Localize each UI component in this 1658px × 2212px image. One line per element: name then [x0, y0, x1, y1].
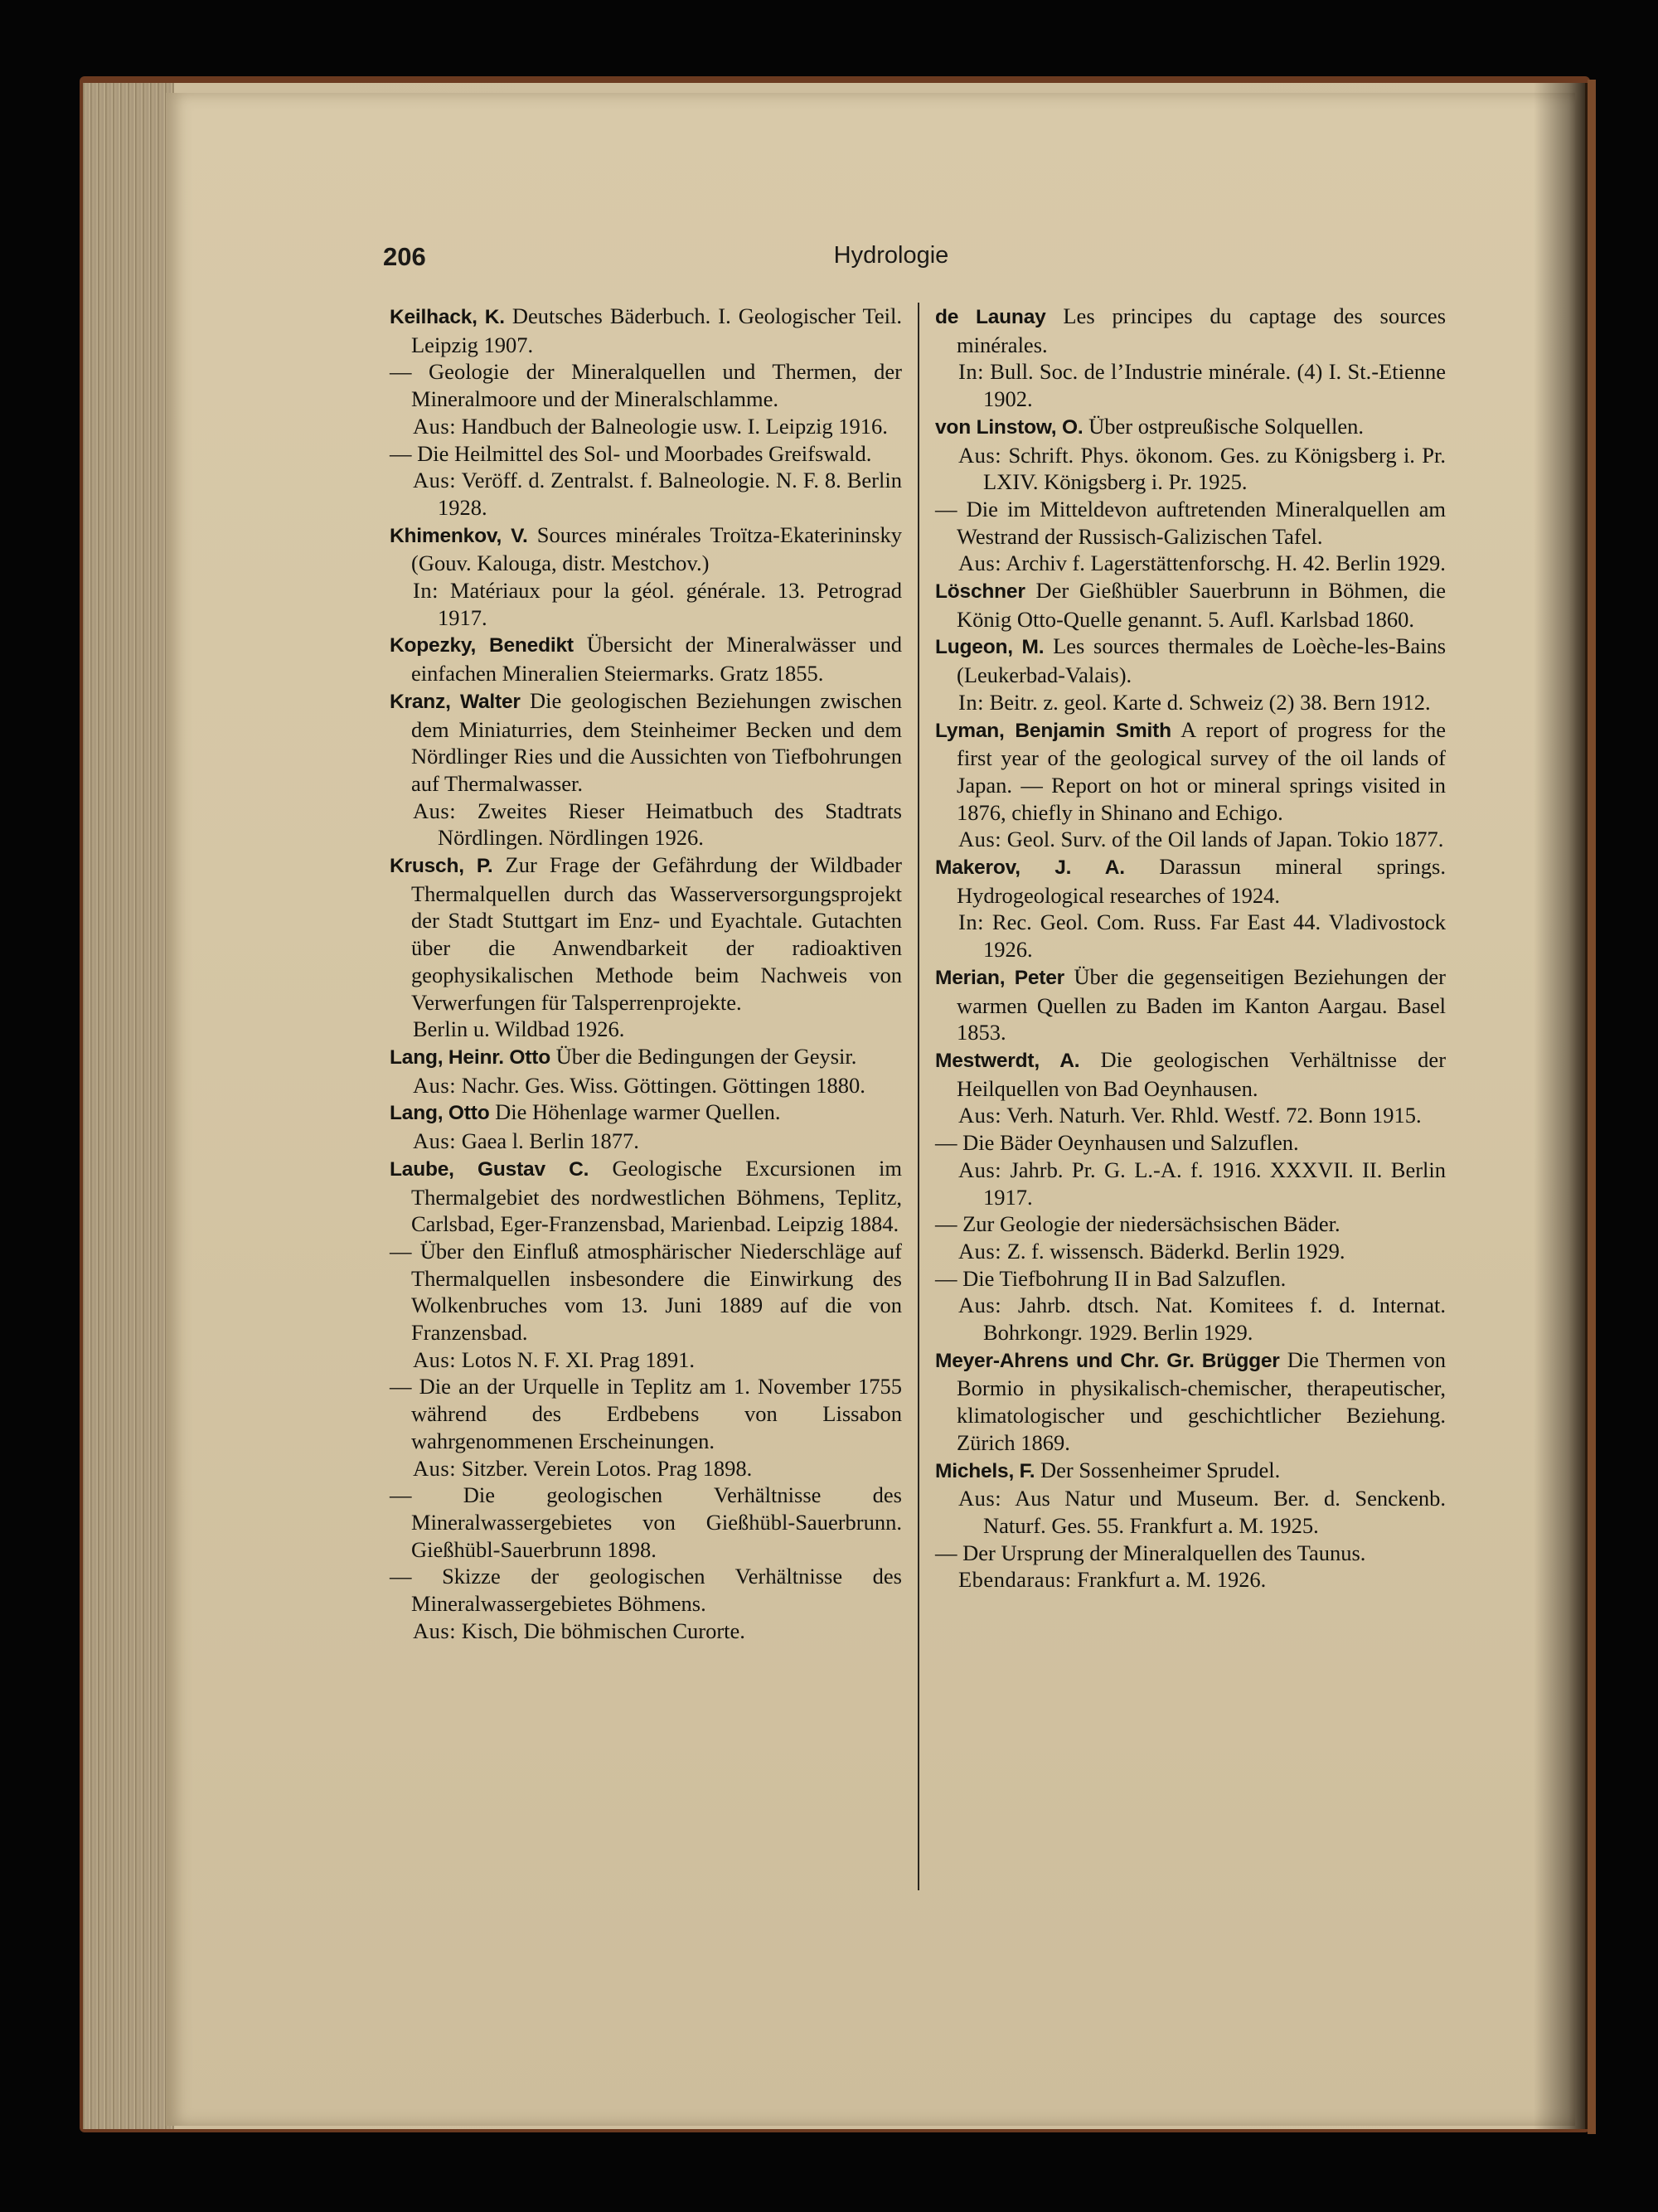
- entry-source-line: [935, 689, 1446, 716]
- entry-heading-line: [390, 1155, 902, 1238]
- source-label: In:: [413, 578, 439, 604]
- entry-author: Lyman, Benjamin Smith: [935, 719, 1171, 742]
- bibliography-entry: [390, 687, 902, 851]
- source-text: Z. f. wissensch. Bäderkd. Berlin 1929.: [1006, 1238, 1345, 1264]
- bibliography-entry: [935, 1457, 1446, 1594]
- continuation-title: — Der Ursprung der Mineralquellen des Taunus.: [935, 1540, 1366, 1565]
- entry-title: Der Gießhübler Sauerbrunn in Böhmen, die König Otto-Quelle genannt. 5. Aufl. Karlsbad 1860.: [957, 578, 1447, 632]
- bibliography-entry: [390, 851, 902, 1043]
- page-header: [383, 242, 1399, 275]
- bibliography-entry: [390, 1155, 902, 1645]
- source-label: Aus:: [958, 1157, 1002, 1182]
- entry-author: Lugeon, M.: [935, 636, 1045, 659]
- source-text: Rec. Geol. Com. Russ. Far East 44. Vladivostock 1926.: [983, 910, 1446, 963]
- entry-source-line: [390, 798, 902, 851]
- bibliography-entry: [390, 521, 902, 632]
- source-label: Aus:: [413, 798, 457, 823]
- source-text: Frankfurt a. M. 1926.: [1077, 1567, 1267, 1593]
- entry-heading-line: [935, 853, 1446, 909]
- entry-author: Mestwerdt, A.: [935, 1049, 1080, 1072]
- entry-heading-line: [390, 631, 902, 686]
- bibliography-entry: [390, 1043, 902, 1099]
- bibliography-entry: [935, 303, 1446, 413]
- entry-heading-line: [935, 303, 1446, 358]
- entry-source-line: [390, 467, 902, 521]
- entry-source-line: [935, 826, 1446, 853]
- entry-author: Laube, Gustav C.: [390, 1157, 589, 1181]
- entry-heading-line: [935, 633, 1446, 688]
- entry-author: Merian, Peter: [935, 966, 1064, 989]
- entry-source-line: [935, 1238, 1446, 1265]
- entry-author: Keilhack, K.: [390, 306, 505, 328]
- entry-source-line: [935, 1292, 1446, 1346]
- entry-heading-line: [935, 963, 1446, 1046]
- source-label: In:: [958, 910, 984, 935]
- source-text: Zweites Rieser Heimatbuch des Stadtrats Nördlingen. Nördlingen 1926.: [438, 798, 902, 851]
- entry-source-line: [390, 1128, 902, 1155]
- left-column: [390, 303, 902, 1644]
- source-text: Beitr. z. geol. Karte d. Schweiz (2) 38. Bern 1912.: [989, 689, 1431, 715]
- bibliography-entry: [390, 303, 902, 521]
- entry-title: Über die Bedingungen der Geysir.: [555, 1043, 857, 1069]
- bibliography-entry: [935, 577, 1446, 633]
- column-divider: [918, 303, 919, 1890]
- entry-title: Über ostpreußische Solquellen.: [1088, 413, 1365, 439]
- entry-author: von Linstow, O.: [935, 415, 1084, 439]
- continuation-title: — Skizze der geologischen Verhältnisse des Mineralwassergebietes Böhmens.: [390, 1564, 902, 1617]
- source-text: Jahrb. dtsch. Nat. Komitees f. d. Internat. Bohrkongr. 1929. Berlin 1929.: [983, 1293, 1446, 1346]
- source-text: Sitzber. Verein Lotos. Prag 1898.: [461, 1455, 753, 1481]
- entry-title: Les principes du captage des sources minérales.: [957, 303, 1447, 357]
- source-label: Aus:: [958, 1486, 1002, 1511]
- entry-title: Deutsches Bäderbuch. I. Geologischer Teil. Leipzig 1907.: [411, 303, 902, 357]
- entry-heading-line: [390, 303, 902, 358]
- bibliography-entry: [390, 1099, 902, 1154]
- entry-author: Kopezky, Benedikt: [390, 634, 574, 657]
- source-text: Bull. Soc. de l’Industrie minérale. (4) I. St.-Etienne 1902.: [983, 359, 1446, 412]
- entry-source-line: [390, 1618, 902, 1645]
- entry-author: Krusch, P.: [390, 855, 493, 878]
- source-label: Aus:: [413, 1128, 457, 1154]
- entry-title: Über die gegenseitigen Beziehungen der warmen Quellen zu Baden im Kanton Aargau. Basel 1853.: [957, 963, 1446, 1045]
- entry-title: Die geologischen Beziehungen zwischen dem Miniaturries, dem Steinheimer Becken und dem Nördlinger Ries und die Aussichten von Tiefbohrungen auf Thermalwasser.: [411, 687, 902, 796]
- source-label: Aus:: [958, 1293, 1002, 1318]
- continuation-title: — Geologie der Mineralquellen und Thermen, der Mineralmoore und der Mineralschlamme.: [390, 359, 902, 412]
- entry-author: Meyer-Ahrens und Chr. Gr. Brügger: [935, 1349, 1280, 1372]
- continuation-title: — Die im Mitteldevon auftretenden Mineralquellen am Westrand der Russisch-Galizischen Tafel.: [935, 496, 1446, 549]
- source-text: Nachr. Ges. Wiss. Göttingen. Göttingen 1880.: [461, 1072, 865, 1098]
- source-text: Verh. Naturh. Ver. Rhld. Westf. 72. Bonn 1915.: [1006, 1103, 1422, 1128]
- source-label: Aus:: [413, 1346, 457, 1372]
- bibliography-entry: [935, 716, 1446, 854]
- right-column: [935, 303, 1446, 1594]
- page-number: 206: [383, 242, 426, 271]
- source-label: Aus:: [413, 413, 457, 439]
- source-label: Aus:: [958, 1238, 1002, 1264]
- bibliography-entry: [935, 853, 1446, 963]
- entry-heading-line: [935, 1346, 1446, 1457]
- entry-source-line: [935, 1566, 1446, 1594]
- continuation-title: — Die Bäder Oeynhausen und Salzuflen.: [935, 1130, 1299, 1156]
- source-text: Geol. Surv. of the Oil lands of Japan. Tokio 1877.: [1006, 827, 1444, 852]
- bibliography-entry: [390, 631, 902, 686]
- entry-author: Makerov, J. A.: [935, 856, 1125, 880]
- entry-imprint: Berlin u. Wildbad 1926.: [413, 1016, 625, 1042]
- bibliography-entry: [935, 633, 1446, 716]
- entry-author: Khimenkov, V.: [390, 524, 528, 547]
- source-label: Aus:: [413, 1455, 457, 1481]
- source-label: Aus:: [413, 468, 457, 493]
- entry-heading-line: [390, 687, 902, 798]
- entry-source-line: [390, 1455, 902, 1482]
- bibliography-entry: [935, 1046, 1446, 1346]
- entry-title: Darassun mineral springs. Hydrogeological researches of 1924.: [957, 854, 1446, 908]
- book-right-edge: [1588, 80, 1596, 2134]
- source-label: Aus:: [413, 1618, 457, 1643]
- bibliography-entry: [935, 413, 1446, 577]
- source-label: In:: [958, 689, 984, 715]
- entry-author: Lang, Heinr. Otto: [390, 1045, 550, 1069]
- entry-title: Übersicht der Mineralwässer und einfachen Mineralien Steiermarks. Gratz 1855.: [411, 632, 903, 686]
- running-head: Hydrologie: [833, 242, 949, 269]
- entry-source-line: [935, 1157, 1446, 1210]
- entry-author: Michels, F.: [935, 1459, 1035, 1482]
- source-text: Aus Natur und Museum. Ber. d. Senckenb. Naturf. Ges. 55. Frankfurt a. M. 1925.: [983, 1486, 1446, 1538]
- entry-title: A report of progress for the first year of the geological survey of the oil lands of Japan. — Report on hot or mineral springs visited in 1876, chiefly in Shinano and Echigo.: [957, 716, 1446, 825]
- entry-title: Die Höhenlage warmer Quellen.: [495, 1099, 781, 1125]
- entry-source-line: [935, 1102, 1446, 1129]
- source-text: Archiv f. Lagerstättenforschg. H. 42. Berlin 1929.: [1006, 551, 1446, 576]
- continuation-title: — Die an der Urquelle in Teplitz am 1. November 1755 während des Erdbebens von Lissabon wahrgenommenen Erscheinungen.: [390, 1374, 902, 1453]
- entry-title: Geologische Excursionen im Thermalgebiet des nordwestlichen Böhmens, Teplitz, Carlsbad, Eger-Franzensbad, Marienbad. Leipzig 1884.: [411, 1155, 902, 1237]
- continuation-title: — Über den Einfluß atmosphärischer Niederschläge auf Thermalquellen insbesondere die Einwirkung des Wolkenbruches vom 13. Juni 1889 auf die von Franzensbad.: [390, 1238, 902, 1346]
- entry-title: Les sources thermales de Loèche-les-Bains (Leukerbad-Valais).: [957, 633, 1447, 688]
- entry-heading-line: [390, 1043, 902, 1072]
- entry-title: Die geologischen Verhältnisse der Heilquellen von Bad Oeynhausen.: [957, 1046, 1447, 1101]
- source-text: Matériaux pour la géol. générale. 13. Petrograd 1917.: [438, 578, 903, 630]
- source-label: Aus:: [958, 442, 1002, 468]
- entry-source-line: [935, 909, 1446, 963]
- entry-heading-line: [935, 413, 1446, 442]
- gutter-shadow: [1534, 83, 1592, 2129]
- source-text: Schrift. Phys. ökonom. Ges. zu Königsberg i. Pr. LXIV. Königsberg i. Pr. 1925.: [983, 442, 1447, 495]
- entry-source-line: [935, 358, 1446, 412]
- entry-heading-line: [935, 577, 1446, 633]
- entry-author: de Launay: [935, 306, 1046, 328]
- bibliography-entry: [935, 1346, 1446, 1457]
- continuation-title: — Die geologischen Verhältnisse des Mineralwassergebietes von Gießhübl-Sauerbrunn. Gießhübl-Sauerbrunn 1898.: [390, 1482, 902, 1562]
- entry-source-line: [390, 413, 902, 440]
- continuation-title: — Die Heilmittel des Sol- und Moorbades Greifswald.: [390, 440, 872, 466]
- entry-source-line: [390, 1072, 902, 1099]
- entry-author: Lang, Otto: [390, 1102, 490, 1125]
- entry-author: Kranz, Walter: [390, 690, 521, 713]
- entry-heading-line: [390, 851, 902, 1016]
- entry-heading-line: [935, 716, 1446, 827]
- source-text: Lotos N. F. XI. Prag 1891.: [461, 1346, 695, 1372]
- source-text: Jahrb. Pr. G. L.-A. f. 1916. XXXVII. II. Berlin 1917.: [983, 1157, 1447, 1210]
- continuation-title: — Zur Geologie der niedersächsischen Bäder.: [935, 1211, 1340, 1237]
- source-label: Ebendaraus:: [958, 1567, 1072, 1593]
- entry-heading-line: [390, 1099, 902, 1128]
- entry-heading-line: [935, 1046, 1446, 1102]
- entry-source-line: [935, 1485, 1446, 1539]
- page-edges-stack: [83, 83, 174, 2129]
- entry-title: Zur Frage der Gefährdung der Wildbader Thermalquellen durch das Wasserversorgungsprojekt der Stadt Stuttgart im Enz- und Eyachtale. Gutachten über die Anwendbarkeit der radioaktiven geophysikalischen Methode beim Nachweis von Verwerfungen für Talsperrenprojekte.: [411, 852, 903, 1015]
- entry-author: Löschner: [935, 580, 1025, 604]
- entry-source-line: [935, 442, 1446, 496]
- entry-heading-line: [935, 1457, 1446, 1486]
- source-label: Aus:: [958, 827, 1002, 852]
- source-text: Veröff. d. Zentralst. f. Balneologie. N. F. 8. Berlin 1928.: [438, 468, 902, 520]
- source-label: Aus:: [413, 1072, 457, 1098]
- entry-source-line: [390, 577, 902, 631]
- entry-source-line: [935, 550, 1446, 577]
- entry-title: Der Sossenheimer Sprudel.: [1040, 1457, 1281, 1482]
- source-label: In:: [958, 359, 984, 385]
- source-label: Aus:: [958, 551, 1002, 576]
- source-text: Kisch, Die böhmischen Curorte.: [461, 1618, 745, 1643]
- entry-heading-line: [390, 521, 902, 577]
- source-text: Handbuch der Balneologie usw. I. Leipzig 1916.: [461, 413, 888, 439]
- entry-source-line: [390, 1346, 902, 1374]
- source-text: Gaea l. Berlin 1877.: [461, 1128, 639, 1154]
- continuation-title: — Die Tiefbohrung II in Bad Salzuflen.: [935, 1265, 1287, 1291]
- bibliography-entry: [935, 963, 1446, 1046]
- entry-title: Sources minérales Troïtza-Ekaterininsky (Gouv. Kalouga, distr. Mestchov.): [411, 521, 902, 576]
- source-label: Aus:: [958, 1103, 1002, 1128]
- entry-title: Die Thermen von Bormio in physikalisch-chemischer, therapeutischer, klimatologischer und geschichtlicher Beziehung. Zürich 1869.: [957, 1346, 1446, 1455]
